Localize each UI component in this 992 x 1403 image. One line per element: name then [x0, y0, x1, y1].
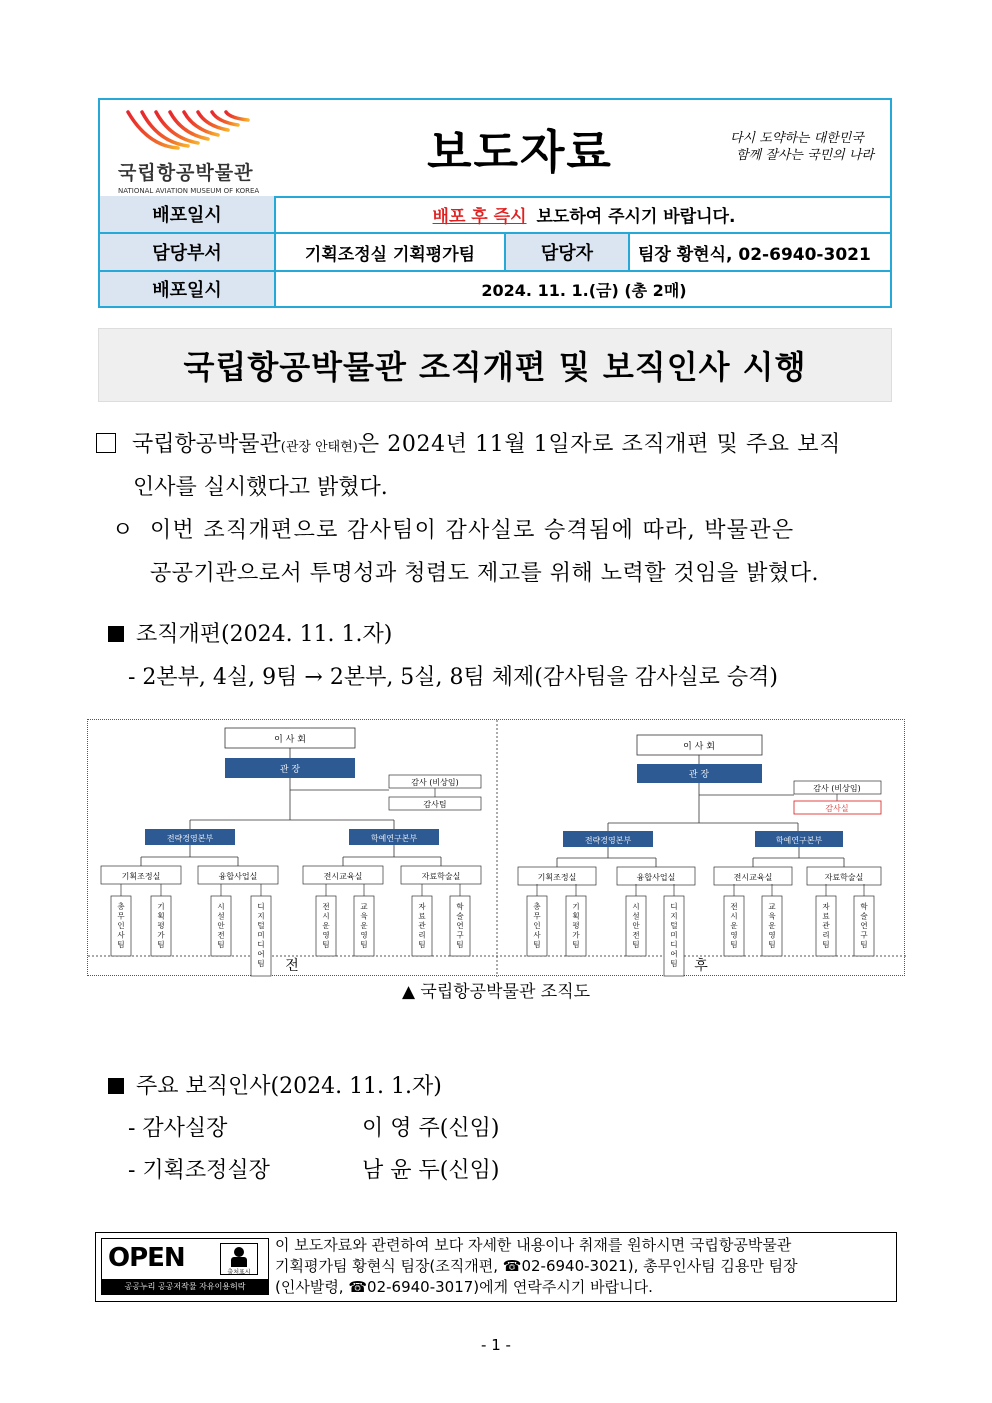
- intro-line2: 인사를 실시했다고 밝혔다.: [133, 475, 388, 500]
- team-label-after-4: 디 지 털 미 디 어 팀: [670, 902, 678, 968]
- open-logo: OPEN: [108, 1243, 185, 1273]
- museum-logo-icon: [118, 108, 258, 152]
- release-rest: 보도하여 주시기 바랍니다.: [536, 206, 736, 227]
- museum-logo: [118, 108, 260, 195]
- footer-line2: 기획평가팀 황현식 팀장(조직개편, ☎02-6940-3021), 총무인사팀 김용만 팀장: [275, 1257, 798, 1275]
- team-label-before-8: 학 술 연 구 팀: [456, 902, 464, 949]
- board-label-after: 이 사 회: [683, 742, 715, 752]
- org-chart: [87, 719, 905, 976]
- team-label-after-1: 총 무 인 사 팀: [533, 902, 541, 949]
- headline: 국립항공박물관 조직개편 및 보직인사 시행: [98, 328, 892, 402]
- dept-label: 담당부서: [100, 234, 276, 272]
- date-value: 2024. 11. 1.(금) (총 2매): [481, 280, 687, 300]
- office4-label-before: 자료학술실: [421, 872, 461, 881]
- team-label-before-6: 교 육 운 영 팀: [360, 902, 368, 949]
- team-label-after-3: 시 설 안 전 팀: [632, 902, 640, 949]
- auditor-label-before: 감사 (비상임): [411, 778, 459, 787]
- audit-office-label-after: 감사실: [825, 804, 849, 813]
- team-label-after-7: 자 료 관 리 팀: [822, 902, 830, 949]
- press-header-table: [98, 98, 892, 308]
- contact-footer: [95, 1232, 897, 1302]
- reorg-heading: [108, 622, 392, 648]
- div2-label-after: 학예연구본부: [775, 836, 823, 845]
- office3-label-after: 전시교육실: [733, 873, 773, 882]
- org-after: [518, 735, 881, 976]
- team-label-before-5: 전 시 운 영 팀: [322, 902, 330, 949]
- team-label-before-4: 디 지 털 미 디 어 팀: [257, 902, 265, 968]
- slogan-line1: 다시 도약하는 대한민국: [730, 131, 864, 146]
- board-label-before: 이 사 회: [274, 735, 306, 745]
- slogan-line2: 함께 잘사는 국민의 나라: [736, 148, 874, 163]
- open-license-badge: [101, 1238, 269, 1295]
- footer-line3: (인사발령, ☎02-6940-3017)에게 연락주시기 바랍니다.: [275, 1278, 653, 1296]
- header-top-row: [100, 100, 890, 198]
- doc-title: 보도자료: [427, 125, 613, 179]
- before-label: 전: [285, 958, 299, 974]
- div1-label-before: 전략경영본부: [166, 834, 214, 843]
- auditor-label-after: 감사 (비상임): [813, 784, 861, 793]
- release-highlight: 배포 후 즉시: [432, 206, 527, 227]
- slogan: [730, 130, 880, 164]
- reorg-heading-text: 조직개편(2024. 11. 1.자): [136, 622, 393, 647]
- appointment-title-1: - 감사실장: [128, 1116, 228, 1141]
- team-label-before-3: 시 설 안 전 팀: [217, 902, 225, 949]
- intro-line1-b: 은 2024년 11월 1일자로 조직개편 및 주요 보직: [357, 432, 841, 457]
- date-label: 배포일시: [100, 272, 276, 306]
- office4-label-after: 자료학술실: [824, 873, 864, 882]
- square-bullet-icon: [108, 1078, 124, 1094]
- team-label-after-6: 교 육 운 영 팀: [768, 902, 776, 949]
- div2-label-before: 학예연구본부: [370, 834, 418, 843]
- intro-line1-small: (관장 안태현): [280, 440, 358, 455]
- org-before: [101, 728, 481, 976]
- license-caption: 공공누리 공공저작물 자유이용허락: [102, 1279, 268, 1294]
- team-label-before-1: 총 무 인 사 팀: [117, 902, 125, 949]
- intro-sub-line2: 공공기관으로서 투명성과 청렴도 제고를 위해 노력할 것임을 밝혔다.: [150, 561, 820, 586]
- director-label-before: 관 장: [279, 765, 301, 775]
- team-label-after-2: 기 획 평 가 팀: [572, 902, 580, 949]
- div1-label-after: 전략경영본부: [584, 836, 632, 845]
- org-chart-caption: ▲ 국립항공박물관 조직도: [401, 982, 591, 1002]
- square-bullet-icon: [108, 626, 124, 642]
- office2-label-before: 융합사업실: [218, 872, 258, 881]
- appointment-title-2: - 기획조정실장: [128, 1158, 270, 1183]
- intro-line1-a: 국립항공박물관: [132, 432, 281, 457]
- appointment-name-1: 이 영 주(신임): [362, 1116, 500, 1141]
- intro-sub-line1: 이번 조직개편으로 감사팀이 감사실로 승격됨에 따라, 박물관은: [150, 518, 795, 543]
- office3-label-before: 전시교육실: [323, 872, 363, 881]
- release-value: [276, 196, 892, 234]
- contact-value: 팀장 황현식, 02-6940-3021: [630, 234, 892, 272]
- footer-contact-text: [275, 1235, 798, 1298]
- team-label-before-2: 기 획 평 가 팀: [157, 902, 165, 949]
- appointments-heading-text: 주요 보직인사(2024. 11. 1.자): [136, 1074, 442, 1099]
- logo-name-en: NATIONAL AVIATION MUSEUM OF KOREA: [118, 187, 260, 195]
- release-label: 배포일시: [100, 196, 276, 234]
- reorg-detail: - 2본부, 4실, 9팀 → 2본부, 5실, 8팀 체제(감사팀을 감사실로 승격): [128, 665, 778, 690]
- logo-name-ko: 국립항공박물관: [118, 162, 254, 184]
- director-label-after: 관 장: [688, 770, 710, 780]
- appointment-name-2: 남 윤 두(신임): [362, 1158, 500, 1183]
- office1-label-after: 기획조정실: [537, 873, 577, 882]
- appointments-heading: [108, 1074, 442, 1100]
- footer-line1: 이 보도자료와 관련하여 보다 자세한 내용이나 취재를 원하시면 국립항공박물관: [275, 1236, 792, 1254]
- org-chart-svg: [88, 720, 906, 977]
- page-number: - 1 -: [481, 1336, 511, 1354]
- attribution-icon: [220, 1243, 258, 1275]
- dept-value: 기획조정실 기획평가팀: [276, 234, 506, 272]
- intro-sub-bullet: ㅇ: [112, 518, 134, 543]
- checkbox-bullet-icon: [96, 433, 116, 453]
- team-label-after-8: 학 술 연 구 팀: [860, 902, 868, 949]
- intro-paragraph: [96, 432, 841, 461]
- office1-label-before: 기획조정실: [121, 872, 161, 881]
- contact-label: 담당자: [506, 234, 630, 272]
- team-label-before-7: 자 료 관 리 팀: [418, 902, 426, 949]
- office2-label-after: 융합사업실: [636, 873, 676, 882]
- team-label-after-5: 전 시 운 영 팀: [730, 902, 738, 949]
- license-small-text: 출처표시: [227, 1269, 251, 1276]
- after-label: 후: [694, 958, 708, 974]
- audit-team-label-before: 감사팀: [423, 800, 447, 809]
